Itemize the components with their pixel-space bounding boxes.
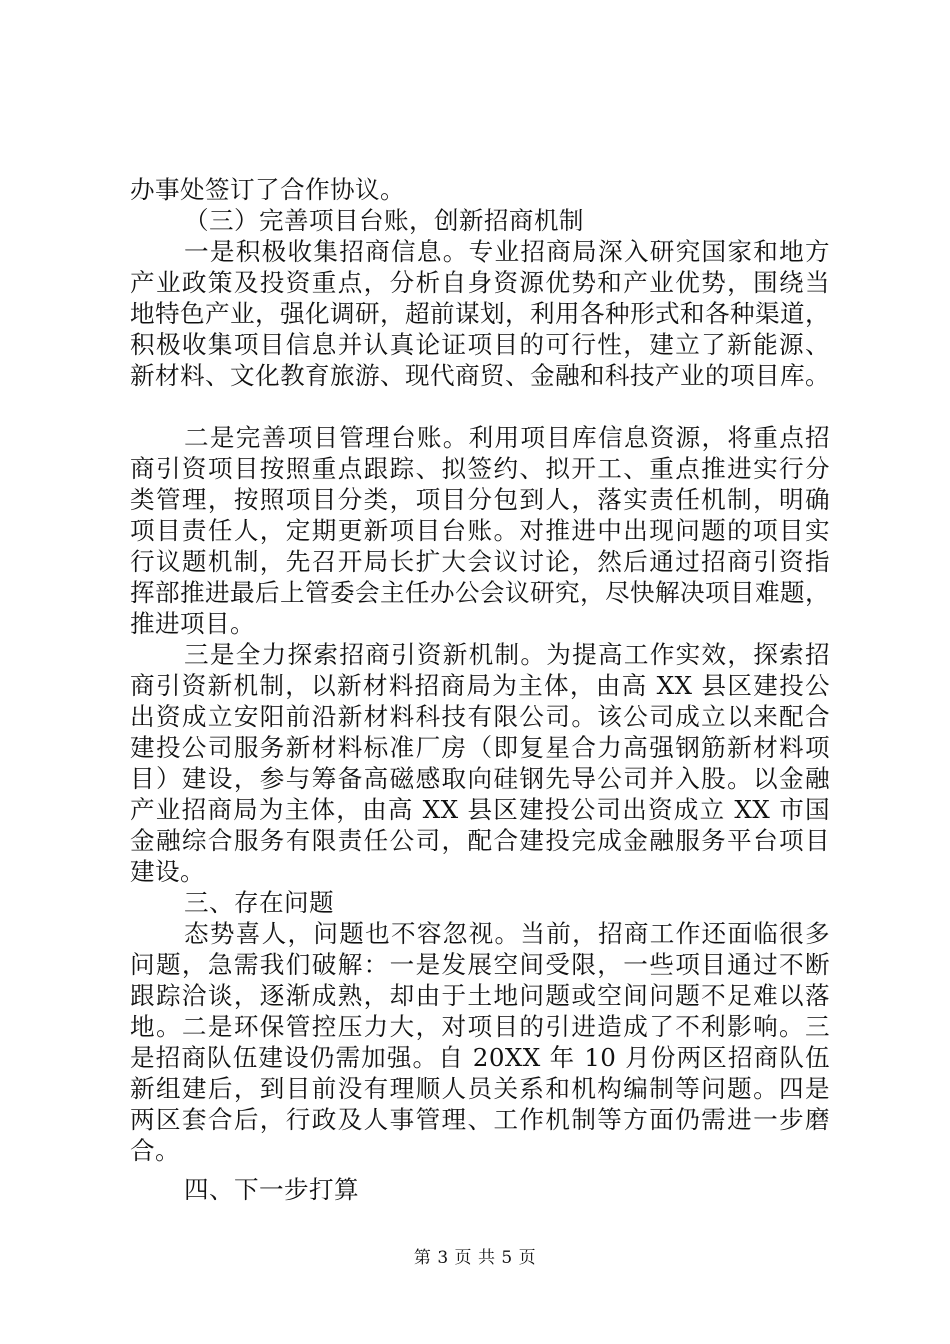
paragraph-line: 类管理，按照项目分类，项目分包到人，落实责任机制，明确 bbox=[130, 485, 830, 514]
paragraph-line: 新组建后，到目前没有理顺人员关系和机构编制等问题。四是 bbox=[130, 1074, 830, 1103]
paragraph-line: 地。二是环保管控压力大，对项目的引进造成了不利影响。三 bbox=[130, 1012, 830, 1041]
paragraph-line: 挥部推进最后上管委会主任办公会议研究，尽快解决项目难题， bbox=[130, 578, 830, 607]
paragraph-line: 新材料、文化教育旅游、现代商贸、金融和科技产业的项目库。 bbox=[130, 361, 830, 390]
paragraph-line: 商引资新机制，以新材料招商局为主体，由高 XX 县区建投公 bbox=[130, 671, 830, 700]
paragraph-line: 合。 bbox=[130, 1136, 180, 1165]
paragraph-line: 积极收集项目信息并认真论证项目的可行性，建立了新能源、 bbox=[130, 330, 830, 359]
paragraph-line: 金融综合服务有限责任公司，配合建投完成金融服务平台项目 bbox=[130, 826, 830, 855]
paragraph-line: 两区套合后，行政及人事管理、工作机制等方面仍需进一步磨 bbox=[130, 1105, 830, 1134]
paragraph-line: 建投公司服务新材料标准厂房（即复星合力高强钢筋新材料项 bbox=[130, 733, 830, 762]
paragraph-line: 产业政策及投资重点，分析自身资源优势和产业优势，围绕当 bbox=[130, 268, 830, 297]
page-number-footer: 第 3 页 共 5 页 bbox=[413, 1248, 537, 1268]
paragraph-line: 推进项目。 bbox=[130, 609, 255, 638]
paragraph-line: 是招商队伍建设仍需加强。自 20XX 年 10 月份两区招商队伍 bbox=[130, 1043, 830, 1072]
paragraph-line: 办事处签订了合作协议。 bbox=[130, 175, 405, 204]
section-heading: （三）完善项目台账，创新招商机制 bbox=[184, 206, 584, 235]
blank-line bbox=[130, 391, 830, 422]
paragraph-line: 二是完善项目管理台账。利用项目库信息资源，将重点招 bbox=[184, 423, 830, 452]
paragraph-line: 问题，急需我们破解：一是发展空间受限，一些项目通过不断 bbox=[130, 950, 830, 979]
paragraph-line: 目）建设，参与筹备高磁感取向硅钢先导公司并入股。以金融 bbox=[130, 764, 830, 793]
paragraph-line: 跟踪洽谈，逐渐成熟，却由于土地问题或空间问题不足难以落 bbox=[130, 981, 830, 1010]
section-heading: 三、存在问题 bbox=[184, 888, 334, 917]
section-heading: 四、下一步打算 bbox=[184, 1175, 359, 1204]
paragraph-line: 行议题机制，先召开局长扩大会议讨论，然后通过招商引资指 bbox=[130, 547, 830, 576]
paragraph-line: 一是积极收集招商信息。专业招商局深入研究国家和地方 bbox=[184, 237, 830, 266]
paragraph-line: 出资成立安阳前沿新材料科技有限公司。该公司成立以来配合 bbox=[130, 702, 830, 731]
paragraph-line: 产业招商局为主体，由高 XX 县区建投公司出资成立 XX 市国 bbox=[130, 795, 830, 824]
paragraph-line: 项目责任人，定期更新项目台账。对推进中出现问题的项目实 bbox=[130, 516, 830, 545]
paragraph-line: 商引资项目按照重点跟踪、拟签约、拟开工、重点推进实行分 bbox=[130, 454, 830, 483]
paragraph-line: 态势喜人，问题也不容忽视。当前，招商工作还面临很多 bbox=[184, 919, 830, 948]
body-text bbox=[130, 174, 830, 1205]
paragraph-line: 三是全力探索招商引资新机制。为提高工作实效，探索招 bbox=[184, 640, 830, 669]
paragraph-line: 地特色产业，强化调研，超前谋划，利用各种形式和各种渠道， bbox=[130, 299, 830, 328]
paragraph-line: 建设。 bbox=[130, 857, 205, 886]
